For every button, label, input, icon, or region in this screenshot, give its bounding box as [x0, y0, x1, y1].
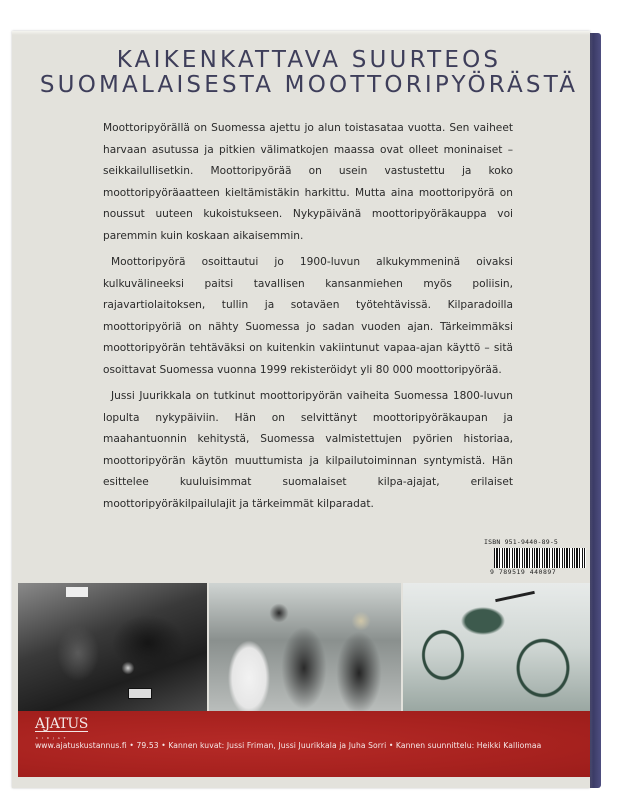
street-sign [66, 587, 88, 597]
title-line-1: KAIKENKATTAVA SUURTEOS [116, 47, 502, 73]
blurb-text [103, 118, 513, 520]
photo-policeman-motorcycle [18, 583, 207, 711]
photo-racers [209, 583, 400, 711]
cover-top-edge [12, 31, 590, 35]
isbn-block [484, 538, 592, 576]
blurb-paragraph-1: Moottoripyörällä on Suomessa ajettu jo alun toistasataa vuotta. Sen vaiheet harvaan asutussa ja pitkien välimatkojen maassa ovat olleet moninaiset – seikkailullisetkin. Moottoripyörää on usein vastustettu ja koko moottoripyöräaatteen kieltämistäkin harkittu. Mutta aina moottoripyörä on noussut uuteen kukoistukseen. Nykypäivänä moottoripyöräkauppa voi paremmin kuin koskaan aikaisemmin. [103, 122, 513, 242]
publisher-logo: AJATUS [35, 716, 88, 732]
photo-strip [18, 583, 590, 711]
cover-title [0, 48, 618, 98]
title-line-2: SUOMALAISESTA MOOTTORIPYÖRÄSTÄ [39, 72, 579, 98]
license-plate [128, 688, 152, 699]
isbn-label: ISBN 951-9440-89-5 [484, 538, 559, 546]
photo-early-motorcycle [403, 583, 590, 711]
barcode-icon [494, 548, 586, 568]
barcode-digits: 9 789519 440897 [490, 568, 557, 576]
publisher-logo-sub: KIRJAT [36, 736, 70, 740]
blurb-paragraph-3: Jussi Juurikkala on tutkinut moottoripyörän vaiheita Suomessa 1800-luvun lopulta nykypäiviin. Hän on selvittänyt moottoripyöräkaupan ja maahantuonnin kehitystä, Suomessa valmistettujen pyörien historiaa, moottoripyörän käytön muuttumista ja kilpailutoiminnan syntymistä. Hän esittelee kuuluisimmat suomalaiset kilpa-ajajat, erilaiset moottoripyöräkilpailulajit ja tärkeimmät kilparadat. [103, 390, 513, 510]
blurb-paragraph-2: Moottoripyörä osoittautui jo 1900-luvun alkukymmeninä oivaksi kulkuvälineeksi paitsi tavallisen kansanmiehen myös poliisin, rajavartiolaitoksen, tullin ja sotaväen työtehtävissä. Kilparadoilla moottoripyöriä on nähty Suomessa jo sadan vuoden ajan. Tärkeimmäksi moottoripyörän tehtäväksi on kuitenkin vakiintunut vapaa-ajan käyttö – sitä osoittavat Suomessa vuonna 1999 rekisteröidyt yli 80 000 moottoripyörää. [103, 256, 513, 376]
publisher-credits: www.ajatuskustannus.fi • 79.53 • Kannen kuvat: Jussi Friman, Jussi Juurikkala ja Juha Sorri • Kannen suunnittelu: Heikki Kalliomaa [35, 741, 542, 750]
handlebar [495, 591, 535, 602]
